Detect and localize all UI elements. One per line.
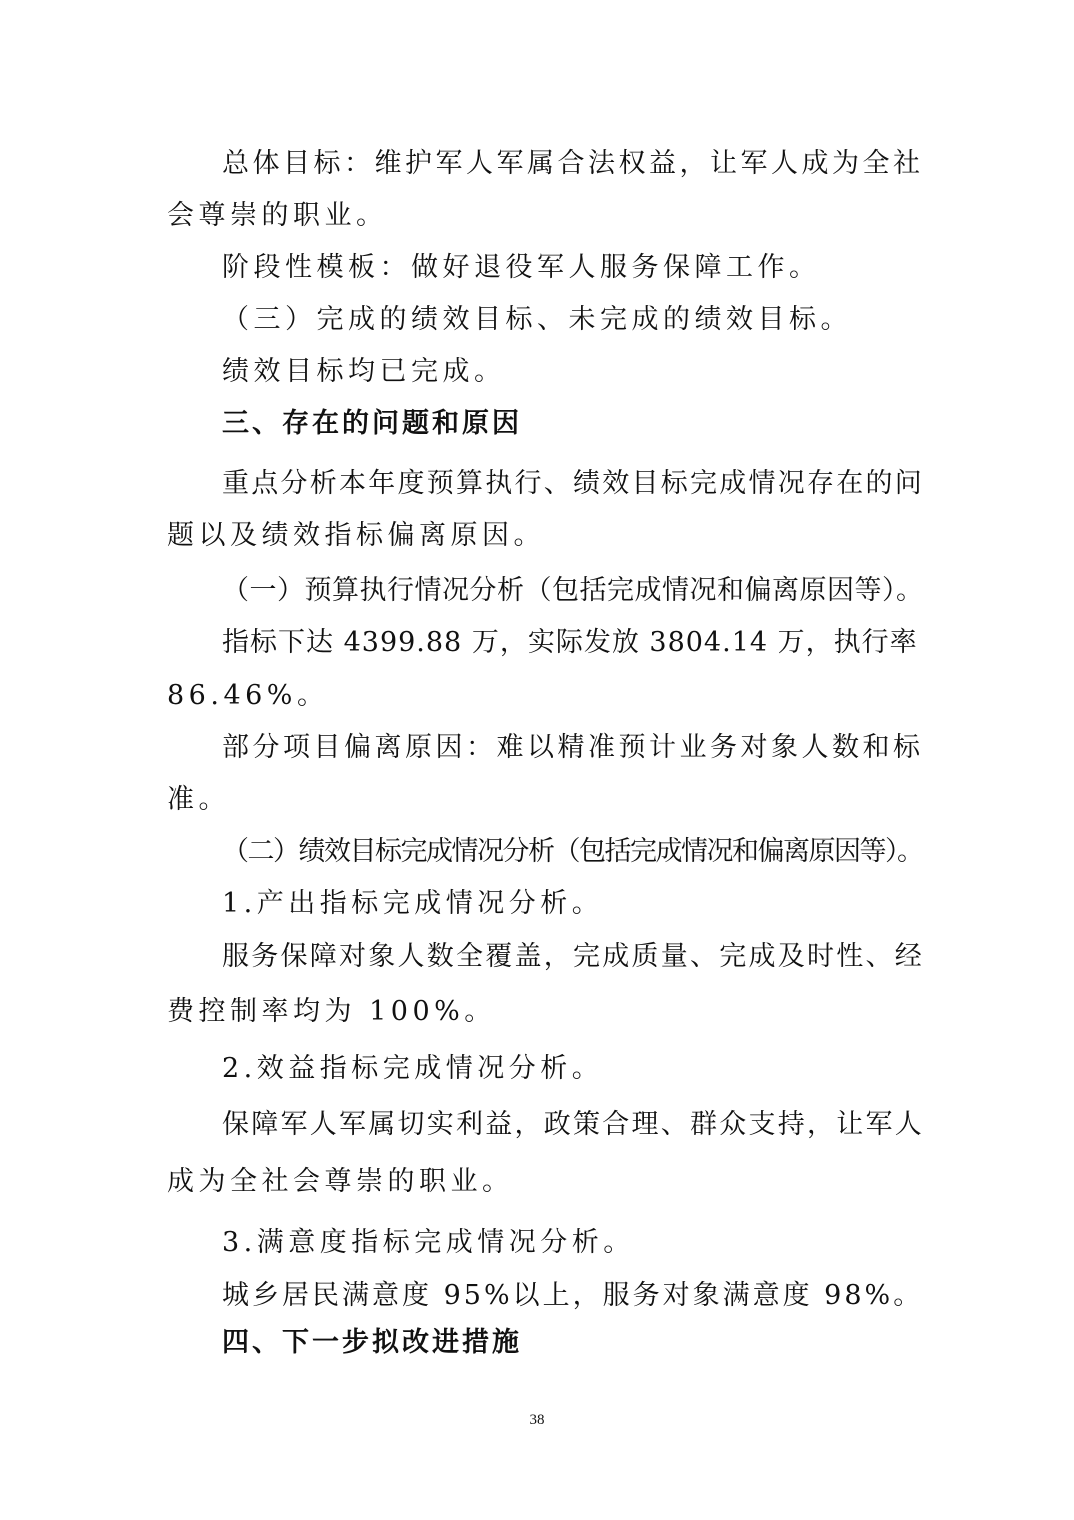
benefit-indicator-heading: 2.效益指标完成情况分析。 [222, 1053, 604, 1084]
analysis-intro-line: 重点分析本年度预算执行、绩效目标完成情况存在的问 [222, 468, 924, 499]
section-4-heading: 四、下一步拟改进措施 [222, 1327, 522, 1358]
subsection-3-heading: （三）完成的绩效目标、未完成的绩效目标。 [222, 304, 852, 335]
benefit-indicator-line: 保障军人军属切实利益，政策合理、群众支持，让军人 [222, 1109, 924, 1140]
overall-goal-line: 总体目标：维护军人军属合法权益，让军人成为全社 [222, 148, 924, 179]
subsection-2-heading: （二）绩效目标完成情况分析（包括完成情况和偏离原因等）。 [222, 836, 923, 867]
deviation-reason-line-cont: 准。 [167, 784, 230, 815]
overall-goal-line-cont: 会尊崇的职业。 [167, 200, 388, 231]
benefit-indicator-line-cont: 成为全社会尊崇的职业。 [167, 1166, 514, 1197]
deviation-reason-line: 部分项目偏离原因：难以精准预计业务对象人数和标 [222, 732, 924, 763]
budget-execution-rate-line: 86.46%。 [167, 680, 329, 711]
section-3-heading: 三、存在的问题和原因 [222, 408, 522, 439]
budget-execution-line: 指标下达 4399.88 万，实际发放 3804.14 万，执行率 [222, 627, 918, 658]
stage-template-line: 阶段性模板：做好退役军人服务保障工作。 [222, 252, 821, 283]
goals-completed-line: 绩效目标均已完成。 [222, 356, 506, 387]
subsection-1-heading: （一）预算执行情况分析（包括完成情况和偏离原因等）。 [222, 575, 924, 606]
analysis-intro-line-cont: 题以及绩效指标偏离原因。 [167, 520, 545, 551]
page-number: 38 [529, 1412, 545, 1428]
output-indicator-heading: 1.产出指标完成情况分析。 [222, 888, 604, 919]
satisfaction-indicator-line: 城乡居民满意度 95%以上，服务对象满意度 98%。 [222, 1280, 924, 1311]
output-indicator-line-cont: 费控制率均为 100%。 [167, 996, 496, 1027]
output-indicator-line: 服务保障对象人数全覆盖，完成质量、完成及时性、经 [222, 941, 924, 972]
satisfaction-indicator-heading: 3.满意度指标完成情况分析。 [222, 1227, 635, 1258]
